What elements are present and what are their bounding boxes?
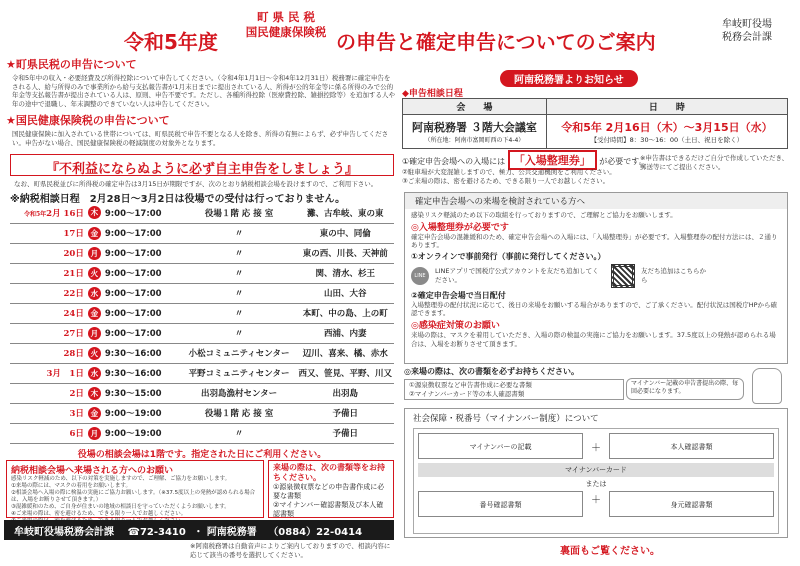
mn-card: マイナンバーカード — [418, 463, 774, 477]
request-lead: 感染リスク軽減のため、以下の対策を実施しますので、ご理解、ご協力をお願いします。 — [11, 476, 231, 482]
parking-note: ②駐車場が大変混雑しますので、極力、公共交通機関をご利用ください。 — [402, 168, 616, 176]
request-item: ②相談会場へ入場の際に検温の実施にご協力お願いします。（※37.5度以上の発熱が認められる場合は、入場をお断りさせて頂きます。） — [11, 490, 256, 503]
row-time: 9:00～17:00 — [103, 203, 182, 223]
mascot-icon — [752, 368, 782, 404]
row-date-text: 28日 — [63, 349, 84, 359]
row-area: 予備日 — [296, 423, 394, 443]
pill-text: 阿南税務署よりお知らせ — [500, 70, 638, 87]
mn-id2: 身元確認書類 — [609, 491, 774, 517]
sec1-title: ★町県民税の申告について — [6, 58, 137, 71]
row-dow — [86, 363, 103, 383]
table-row — [10, 223, 394, 243]
need-ticket: ◎入場整理券が必要です — [411, 222, 509, 233]
row-venue: 役場１階 応 接 室 — [182, 403, 297, 423]
footer-tel2: （0884）22-0414 — [268, 527, 363, 538]
row-date — [10, 223, 86, 243]
col-date: 日 時 — [546, 99, 787, 115]
table-row — [10, 383, 394, 403]
row-date-text: 21日 — [63, 269, 84, 279]
row-area: 西浦、内妻 — [296, 323, 394, 343]
mynumber-note: マイナンバー記載の申告書提出の際、毎回必要になります。 — [626, 378, 744, 400]
request-item: ③混雑緩和のため、ご自身が住まいの地域の相談日を守っていただくようお願いします。 — [11, 504, 230, 510]
venue-name: 阿南税務署 ３階大会議室 — [411, 121, 537, 134]
row-area: 山田、大谷 — [296, 283, 394, 303]
date-cell — [546, 115, 787, 149]
date-text: 令和5年 2月16日（木）～3月15日（水） — [561, 121, 773, 134]
table-row — [10, 263, 394, 283]
dow-badge: 水 — [88, 367, 101, 380]
row-time: 9:00～17:00 — [103, 303, 182, 323]
row-area: 出羽島 — [296, 383, 394, 403]
row-dow — [86, 303, 103, 323]
request-item: ④ご来場の際は、密を避けるため、できる限り一人でお越しください。 — [11, 511, 187, 517]
table-row — [10, 303, 394, 323]
table-row — [10, 243, 394, 263]
mn-title: 社会保障・税番号（マイナンバー制度）について — [413, 414, 599, 424]
row-venue: 〃 — [182, 243, 297, 263]
row-time: 9:30～16:00 — [103, 343, 182, 363]
online-title: ①オンラインで事前発行（事前に発行してください。） — [411, 251, 606, 261]
mynumber-box — [404, 408, 788, 538]
request-items — [11, 483, 259, 525]
row-date-text: 2月 16日 — [46, 208, 84, 219]
mn-or: または — [585, 480, 607, 488]
row-date — [10, 383, 86, 403]
mn-doc2: 本人確認書類 — [609, 433, 774, 459]
row-time: 9:00～17:00 — [103, 223, 182, 243]
docs-list — [404, 379, 624, 400]
row-venue: 役場１階 応 接 室 — [182, 203, 297, 223]
mn-doc1: マイナンバーの記載 — [418, 433, 583, 459]
infection-body: 来場の際は、マスクを着用していただき、入場の際の検温の実施にご協力をお願いします。37.5度以上の発熱が認められる場合は、入場をお断りさせて頂きます。 — [411, 330, 776, 348]
online-sub: LINEアプリで国税庁公式アカウントを友だち追加してください。 — [435, 267, 599, 284]
infection-title: ◎感染症対策のお願い — [411, 320, 500, 331]
row-dow — [86, 223, 103, 243]
doc-2: ②マイナンバーカード等の本人確認書類 — [409, 389, 525, 398]
row-dow — [86, 243, 103, 263]
row-date-text: 22日 — [63, 289, 84, 299]
ticket-text2: が必要です。 — [599, 157, 647, 166]
row-date — [10, 263, 86, 283]
row-date — [10, 283, 86, 303]
dow-badge: 水 — [88, 287, 101, 300]
crowd-note: ③ご来場の際は、密を避けるため、できる限り一人でお越しください。 — [402, 177, 610, 185]
bring-title: 来場の際は、次の書類等をお持ちください。 — [273, 463, 385, 482]
row-date-text: 20日 — [63, 249, 84, 259]
row-date-text: 3月 1日 — [46, 369, 84, 379]
dow-badge: 月 — [88, 327, 101, 340]
row-area: 関、清水、杉王 — [296, 263, 394, 283]
row-date-text: 27日 — [63, 329, 84, 339]
office-line1: 牟岐町役場 — [722, 19, 772, 30]
row-venue: 〃 — [182, 323, 297, 343]
dow-badge: 火 — [88, 267, 101, 280]
table-row — [10, 343, 394, 363]
onsite-sub: 入場整理券の配付状況に応じて、後日の来場をお願いする場合がありますので、ご了承ください。配付状況は国税庁HPから確認できます。 — [411, 300, 778, 318]
side-note: ※申告書はできるだけご自分で作成していただき、郵送等にてご提出ください。 — [640, 154, 789, 171]
row-dow — [86, 283, 103, 303]
doc-1: ①源泉徴収票など申告書作成に必要な書類 — [409, 381, 532, 389]
page-title — [124, 8, 664, 60]
row-dow — [86, 423, 103, 443]
row-date — [10, 423, 86, 443]
row-time: 9:30～16:00 — [103, 363, 182, 383]
need-ticket-body: 確定申告会場の混雑緩和のため、確定申告会場への入場には、「入場整理券」が必要です。入場整理券の配付方法には、２通りあります。 — [411, 232, 778, 250]
bring-item: ①源泉徴収票などの申告書作成に必要な書類 — [273, 483, 385, 500]
docs-title: ◎来場の際は、次の書類を必ずお持ちください。 — [404, 367, 579, 376]
office-name — [722, 18, 772, 44]
ticket-line — [402, 150, 647, 170]
dow-badge: 金 — [88, 307, 101, 320]
row-area: 東の中、同倫 — [296, 223, 394, 243]
request-box — [6, 460, 264, 518]
title-line1: 町 県 民 税 — [256, 10, 315, 24]
venue-cell — [403, 115, 547, 149]
row-area: 西又、笹見、平野、川又 — [296, 363, 394, 383]
row-date — [10, 403, 86, 423]
row-area: 辺川、喜来、橘、赤水 — [296, 343, 394, 363]
left-column — [6, 56, 396, 148]
row-venue: 小松コミュニティセンター — [182, 343, 297, 363]
request-title: 納税相談会場へ来場される方へのお願い — [11, 466, 174, 476]
footer-contact: 牟岐町役場税務会計課 ☎72-3410 ・ 阿南税務署 （0884）22-0414 — [4, 520, 394, 540]
table-row — [10, 323, 394, 343]
sec2-body: 国民健康保険に加入されている世帯については、町県民税で申告不要となる人を除き、所得の有無によらず、必ず申告してください。申告がない場合、国民健康保険税の軽減制度の対象外となります。 — [12, 130, 389, 147]
row-area: 予備日 — [296, 403, 394, 423]
row-date-text: 24日 — [63, 309, 84, 319]
title-prefix: 令和5年度 — [124, 30, 218, 54]
row-time: 9:00～19:00 — [103, 423, 182, 443]
covid-title: 確定申告会場への来場を検討されている方へ — [405, 193, 787, 209]
footer-tel1: ☎72-3410 — [127, 527, 186, 538]
qr-code-icon[interactable] — [611, 264, 635, 288]
row-date-text: 3日 — [69, 409, 84, 419]
row-venue: 〃 — [182, 223, 297, 243]
row-area: 灘、古牟岐、東の東 — [296, 203, 394, 223]
request-item: ①来場の際には、マスクの着用をお願いします。 — [11, 483, 131, 489]
bring-item: ②マイナンバー確認書類及び本人確認書類 — [273, 501, 384, 518]
table-row — [10, 283, 394, 303]
row-venue: 〃 — [182, 303, 297, 323]
col-venue: 会 場 — [403, 99, 547, 115]
row-date-text: 2日 — [69, 389, 84, 399]
row-time: 9:00～17:00 — [103, 263, 182, 283]
table-row — [10, 423, 394, 443]
row-time: 9:00～17:00 — [103, 283, 182, 303]
bring-box — [268, 460, 394, 518]
mn-id: 番号確認書類 — [418, 491, 583, 517]
mn-diagram: マイナンバーの記載 ＋ 本人確認書類 マイナンバーカード または 番号確認書類 ＋ 身元確認書類 — [413, 428, 779, 534]
ticket-badge: 「入場整理券」 — [508, 150, 597, 170]
notice-pill — [500, 68, 638, 87]
friend-text: 友だち追加はこちらから — [641, 267, 706, 284]
hours-text: 【受付時間】8：30～16：00（土日、祝日を除く） — [590, 136, 744, 144]
dow-badge: 月 — [88, 427, 101, 440]
row-dow — [86, 383, 103, 403]
note-text: なお、町県民税並びに所得税の確定申告は3月15日が期限ですが、次のとおり納税相談会場を設けますので、ご利用下さい。 — [14, 180, 378, 188]
sec1-body: 令和5年中の収入・必要経費及び所得控除について申告してください。（令和4年1月1日～令和4年12月31日）税務署に確定申告をされる人、給与所得のみで事業所から給与支払報告書が1月末日までに提出されている人、所得が公的年金等に係る所得のみで公的年金等支払報告書が提出されている人は、原則、申告不要です。ただし、各種所得控除（医療費控除、雑損控除等）を追加する人や年の途中で退職し、年末調整のできていない人は申告してください。 — [12, 74, 395, 108]
row-dow — [86, 343, 103, 363]
row-era: 令和5年 — [23, 210, 47, 218]
row-time: 9:00～19:00 — [103, 403, 182, 423]
row-date — [10, 343, 86, 363]
sched-title: ◆申告相談日程 — [402, 89, 463, 99]
footer-tax-office: 阿南税務署 — [206, 527, 257, 538]
line-icon: LINE — [411, 267, 429, 285]
row-dow — [86, 203, 103, 223]
venue-addr: （所在地：阿南市富岡町西の下4-4） — [424, 137, 525, 144]
row-venue: 出羽島漁村センター — [182, 383, 297, 403]
title-sub — [238, 10, 334, 40]
row-venue: 〃 — [182, 283, 297, 303]
row-date — [10, 323, 86, 343]
dow-badge: 金 — [88, 407, 101, 420]
onsite-title: ②確定申告会場で当日配付 — [411, 290, 506, 300]
row-venue: 〃 — [182, 263, 297, 283]
row-date-text: 6日 — [69, 429, 84, 439]
back-note: 裏面もご覧ください。 — [560, 546, 660, 557]
row-dow — [86, 403, 103, 423]
slogan: 『不利益にならぬように必ず自主申告をしましょう』 — [10, 154, 394, 176]
row-venue: 平野コミュニティセンター — [182, 363, 297, 383]
table-row — [10, 203, 394, 223]
dow-badge: 月 — [88, 247, 101, 260]
dow-badge: 木 — [88, 206, 101, 219]
footer-note: ※阿南税務署は自動音声によりご案内しておりますので、相談内容に応じて該当の番号を選択してください。 — [190, 542, 391, 559]
title-line2: 国民健康保険税 — [245, 25, 327, 39]
dow-badge: 金 — [88, 227, 101, 240]
row-area: 本町、中の島、上の町 — [296, 303, 394, 323]
dow-badge: 火 — [88, 347, 101, 360]
ticket-text1: ①確定申告会場への入場には — [402, 157, 506, 166]
row-date — [10, 363, 86, 383]
table-row — [10, 363, 394, 383]
title-suffix: の申告と確定申告についてのご案内 — [336, 30, 656, 54]
bring-items — [273, 483, 389, 519]
row-date — [10, 243, 86, 263]
covid-box — [404, 192, 788, 364]
sec2-title: ★国民健康保険税の申告について — [6, 114, 170, 128]
row-date-text: 17日 — [63, 229, 84, 239]
tax-office-table — [402, 98, 788, 149]
schedule-caption: 役場の相談会場は1階です。指定された日にご利用ください。 — [77, 450, 327, 460]
row-date — [10, 303, 86, 323]
row-dow — [86, 323, 103, 343]
schedule-notice: ※納税相談日程 2月28日～3月2日は役場での受付は行っておりません。 — [10, 194, 346, 205]
row-dow — [86, 263, 103, 283]
row-date — [10, 203, 86, 223]
row-time: 9:00～17:00 — [103, 243, 182, 263]
covid-lead: 感染リスク軽減のため以下の取組を行っておりますので、ご理解とご協力をお願いします。 — [411, 211, 677, 219]
table-row — [10, 403, 394, 423]
online-row — [411, 264, 781, 288]
row-time: 9:30～15:00 — [103, 383, 182, 403]
schedule-table — [10, 203, 394, 444]
footer-office: 牟岐町役場税務会計課 — [14, 527, 114, 538]
row-area: 東の西、川長、天神前 — [296, 243, 394, 263]
dow-badge: 木 — [88, 387, 101, 400]
office-line2: 税務会計課 — [722, 32, 772, 43]
row-venue: 〃 — [182, 423, 297, 443]
row-time: 9:00～17:00 — [103, 323, 182, 343]
